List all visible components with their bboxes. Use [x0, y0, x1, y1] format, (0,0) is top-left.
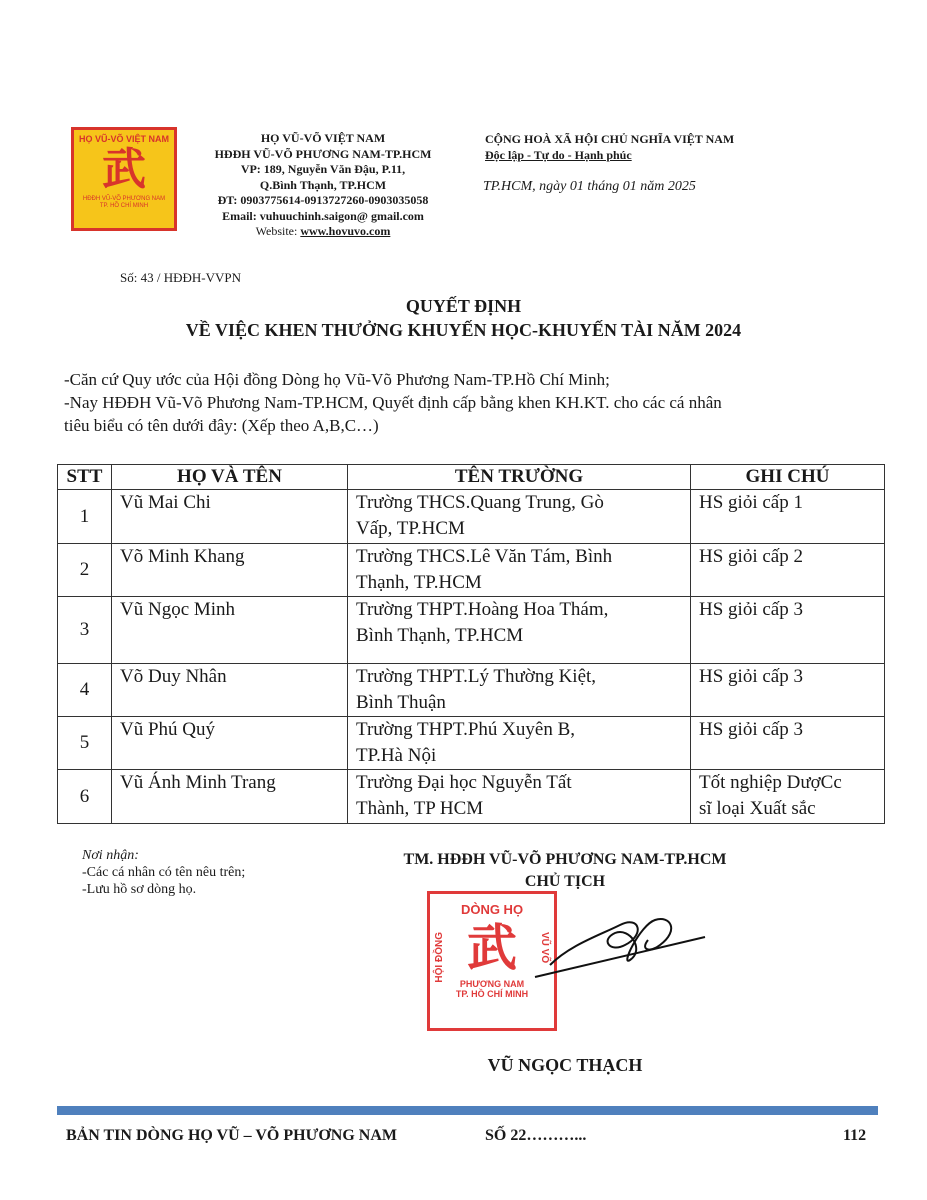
- row-note: [691, 490, 885, 544]
- note-line-1: HS giỏi cấp 3: [699, 666, 803, 687]
- logo-bottom-line2: TP. HỒ CHÍ MINH: [99, 203, 149, 209]
- org-website-link[interactable]: www.hovuvo.com: [300, 224, 391, 238]
- note-line-1: HS giỏi cấp 2: [699, 546, 803, 567]
- school-line-1: Trường Đại học Nguyễn Tất: [356, 772, 572, 793]
- document-title: QUYẾT ĐỊNH: [405, 296, 522, 316]
- footer-divider: [57, 1106, 878, 1115]
- signing-organization: TM. HĐĐH VŨ-VÕ PHƯƠNG NAM-TP.HCM: [403, 851, 727, 868]
- school-line-2: Bình Thạnh, TP.HCM: [356, 625, 524, 646]
- table-header-row: [58, 465, 885, 490]
- header-name: HỌ VÀ TÊN: [112, 465, 348, 490]
- row-name: Võ Duy Nhân: [112, 664, 348, 717]
- table-row: [58, 544, 885, 597]
- row-name: Võ Minh Khang: [112, 544, 348, 597]
- org-address-1: VP: 189, Nguyễn Văn Đậu, P.11,: [240, 162, 406, 176]
- row-stt: 6: [58, 770, 112, 824]
- row-school: [348, 717, 691, 770]
- body-line-3: tiêu biểu có tên dưới đây: (Xếp theo A,B,C…): [64, 416, 379, 435]
- school-line-1: Trường THCS.Quang Trung, Gò: [356, 492, 604, 513]
- row-stt: 1: [58, 490, 112, 544]
- note-line-1: HS giỏi cấp 3: [699, 599, 803, 620]
- note-line-1: HS giỏi cấp 1: [699, 492, 803, 513]
- row-note: [691, 770, 885, 824]
- stamp-bottom-text-2: TP. HỒ CHÍ MINH: [455, 989, 529, 999]
- row-name: Vũ Mai Chi: [112, 490, 348, 544]
- table-row: [58, 490, 885, 544]
- document-subtitle: VỀ VIỆC KHEN THƯỞNG KHUYẾN HỌC-KHUYẾN TÀI NĂM 2024: [185, 320, 742, 340]
- signer-role: CHỦ TỊCH: [524, 873, 606, 890]
- row-stt: 2: [58, 544, 112, 597]
- header-school: TÊN TRƯỜNG: [348, 465, 691, 490]
- row-school: [348, 770, 691, 824]
- row-school: [348, 544, 691, 597]
- footer-page-number: 112: [843, 1127, 867, 1144]
- signature-block: [330, 849, 800, 893]
- org-email: Email: vuhuuchinh.saigon@ gmail.com: [222, 208, 424, 223]
- row-note: [691, 544, 885, 597]
- school-line-2: Thành, TP HCM: [356, 798, 484, 819]
- row-note: [691, 597, 885, 664]
- note-line-1: HS giỏi cấp 3: [699, 719, 803, 740]
- row-school: [348, 490, 691, 544]
- signer-name: VŨ NGỌC THẠCH: [487, 1055, 643, 1075]
- country-heading: CỘNG HOÀ XÃ HỘI CHỦ NGHĨA VIỆT NAM: [485, 132, 735, 146]
- note-line-1: Tốt nghiệp DượCc: [699, 772, 842, 793]
- body-line-2: -Nay HĐĐH Vũ-Võ Phương Nam-TP.HCM, Quyết định cấp bằng khen KH.KT. cho các cá nhân: [64, 393, 722, 412]
- note-line-2: sĩ loại Xuất sắc: [699, 798, 816, 819]
- row-stt: 4: [58, 664, 112, 717]
- org-website-line: [193, 224, 453, 240]
- stamp-right-text: VŨ VÕ: [539, 932, 550, 964]
- recipients-title: Nơi nhận:: [82, 848, 139, 863]
- recipients: [82, 847, 245, 898]
- recipients-line-1: -Các cá nhân có tên nêu trên;: [82, 865, 246, 880]
- row-stt: 3: [58, 597, 112, 664]
- table-row: [58, 664, 885, 717]
- stamp-glyph: 武: [467, 920, 517, 976]
- org-address-2: Q.Bình Thạnh, TP.HCM: [259, 177, 387, 192]
- footer-issue: SỐ 22………...: [485, 1127, 587, 1144]
- row-name: Vũ Phú Quý: [112, 717, 348, 770]
- logo-top-text: HỌ VŨ-VÕ VIỆT NAM: [78, 134, 169, 144]
- row-school: [348, 664, 691, 717]
- school-line-2: Thạnh, TP.HCM: [356, 572, 482, 593]
- school-line-1: Trường THPT.Lý Thường Kiệt,: [356, 666, 597, 687]
- school-line-2: Vấp, TP.HCM: [356, 518, 465, 539]
- document-date: TP.HCM, ngày 01 tháng 01 năm 2025: [483, 179, 696, 194]
- school-line-1: Trường THPT.Hoàng Hoa Thám,: [356, 599, 609, 620]
- row-school: [348, 597, 691, 664]
- org-phone: ĐT: 0903775614-0913727260-0903035058: [217, 193, 429, 207]
- stamp-left-text: HỘI ĐỒNG: [434, 932, 445, 983]
- school-line-2: Bình Thuận: [356, 692, 446, 713]
- school-line-1: Trường THCS.Lê Văn Tám, Bình: [356, 546, 613, 567]
- row-stt: 5: [58, 717, 112, 770]
- handwritten-signature: [530, 905, 710, 985]
- table-row: [58, 597, 885, 664]
- national-motto: Độc lập - Tự do - Hạnh phúc: [485, 148, 632, 162]
- logo-bottom-line1: HĐĐH VŨ-VÕ PHƯƠNG NAM: [82, 196, 166, 202]
- table-row: [58, 717, 885, 770]
- stamp-top-text: DÒNG HỌ: [460, 902, 524, 917]
- stamp-bottom-text-1: PHƯƠNG NAM: [459, 979, 525, 989]
- organization-logo: [71, 127, 177, 231]
- header-note: GHI CHÚ: [691, 465, 885, 490]
- row-note: [691, 664, 885, 717]
- body-line-1: -Căn cứ Quy ước của Hội đồng Dòng họ Vũ-Võ Phương Nam-TP.Hồ Chí Minh;: [64, 370, 610, 389]
- school-line-2: TP.Hà Nội: [356, 745, 437, 766]
- school-line-1: Trường THPT.Phú Xuyên B,: [356, 719, 576, 740]
- document-number: Số: 43 / HĐĐH-VVPN: [120, 270, 241, 285]
- footer-publication: BẢN TIN DÒNG HỌ VŨ – VÕ PHƯƠNG NAM: [66, 1127, 397, 1144]
- row-name: Vũ Ánh Minh Trang: [112, 770, 348, 824]
- row-note: [691, 717, 885, 770]
- org-website-label: Website:: [255, 224, 301, 238]
- org-branch: HĐĐH VŨ-VÕ PHƯƠNG NAM-TP.HCM: [214, 146, 432, 161]
- recipients-line-2: -Lưu hồ sơ dòng họ.: [82, 882, 197, 897]
- header-stt: STT: [58, 465, 112, 490]
- awards-table: [57, 464, 885, 824]
- logo-glyph: 武: [102, 145, 146, 194]
- org-name: HỌ VŨ-VÕ VIỆT NAM: [260, 131, 386, 145]
- organization-info: [193, 131, 453, 240]
- row-name: Vũ Ngọc Minh: [112, 597, 348, 664]
- table-row: [58, 770, 885, 824]
